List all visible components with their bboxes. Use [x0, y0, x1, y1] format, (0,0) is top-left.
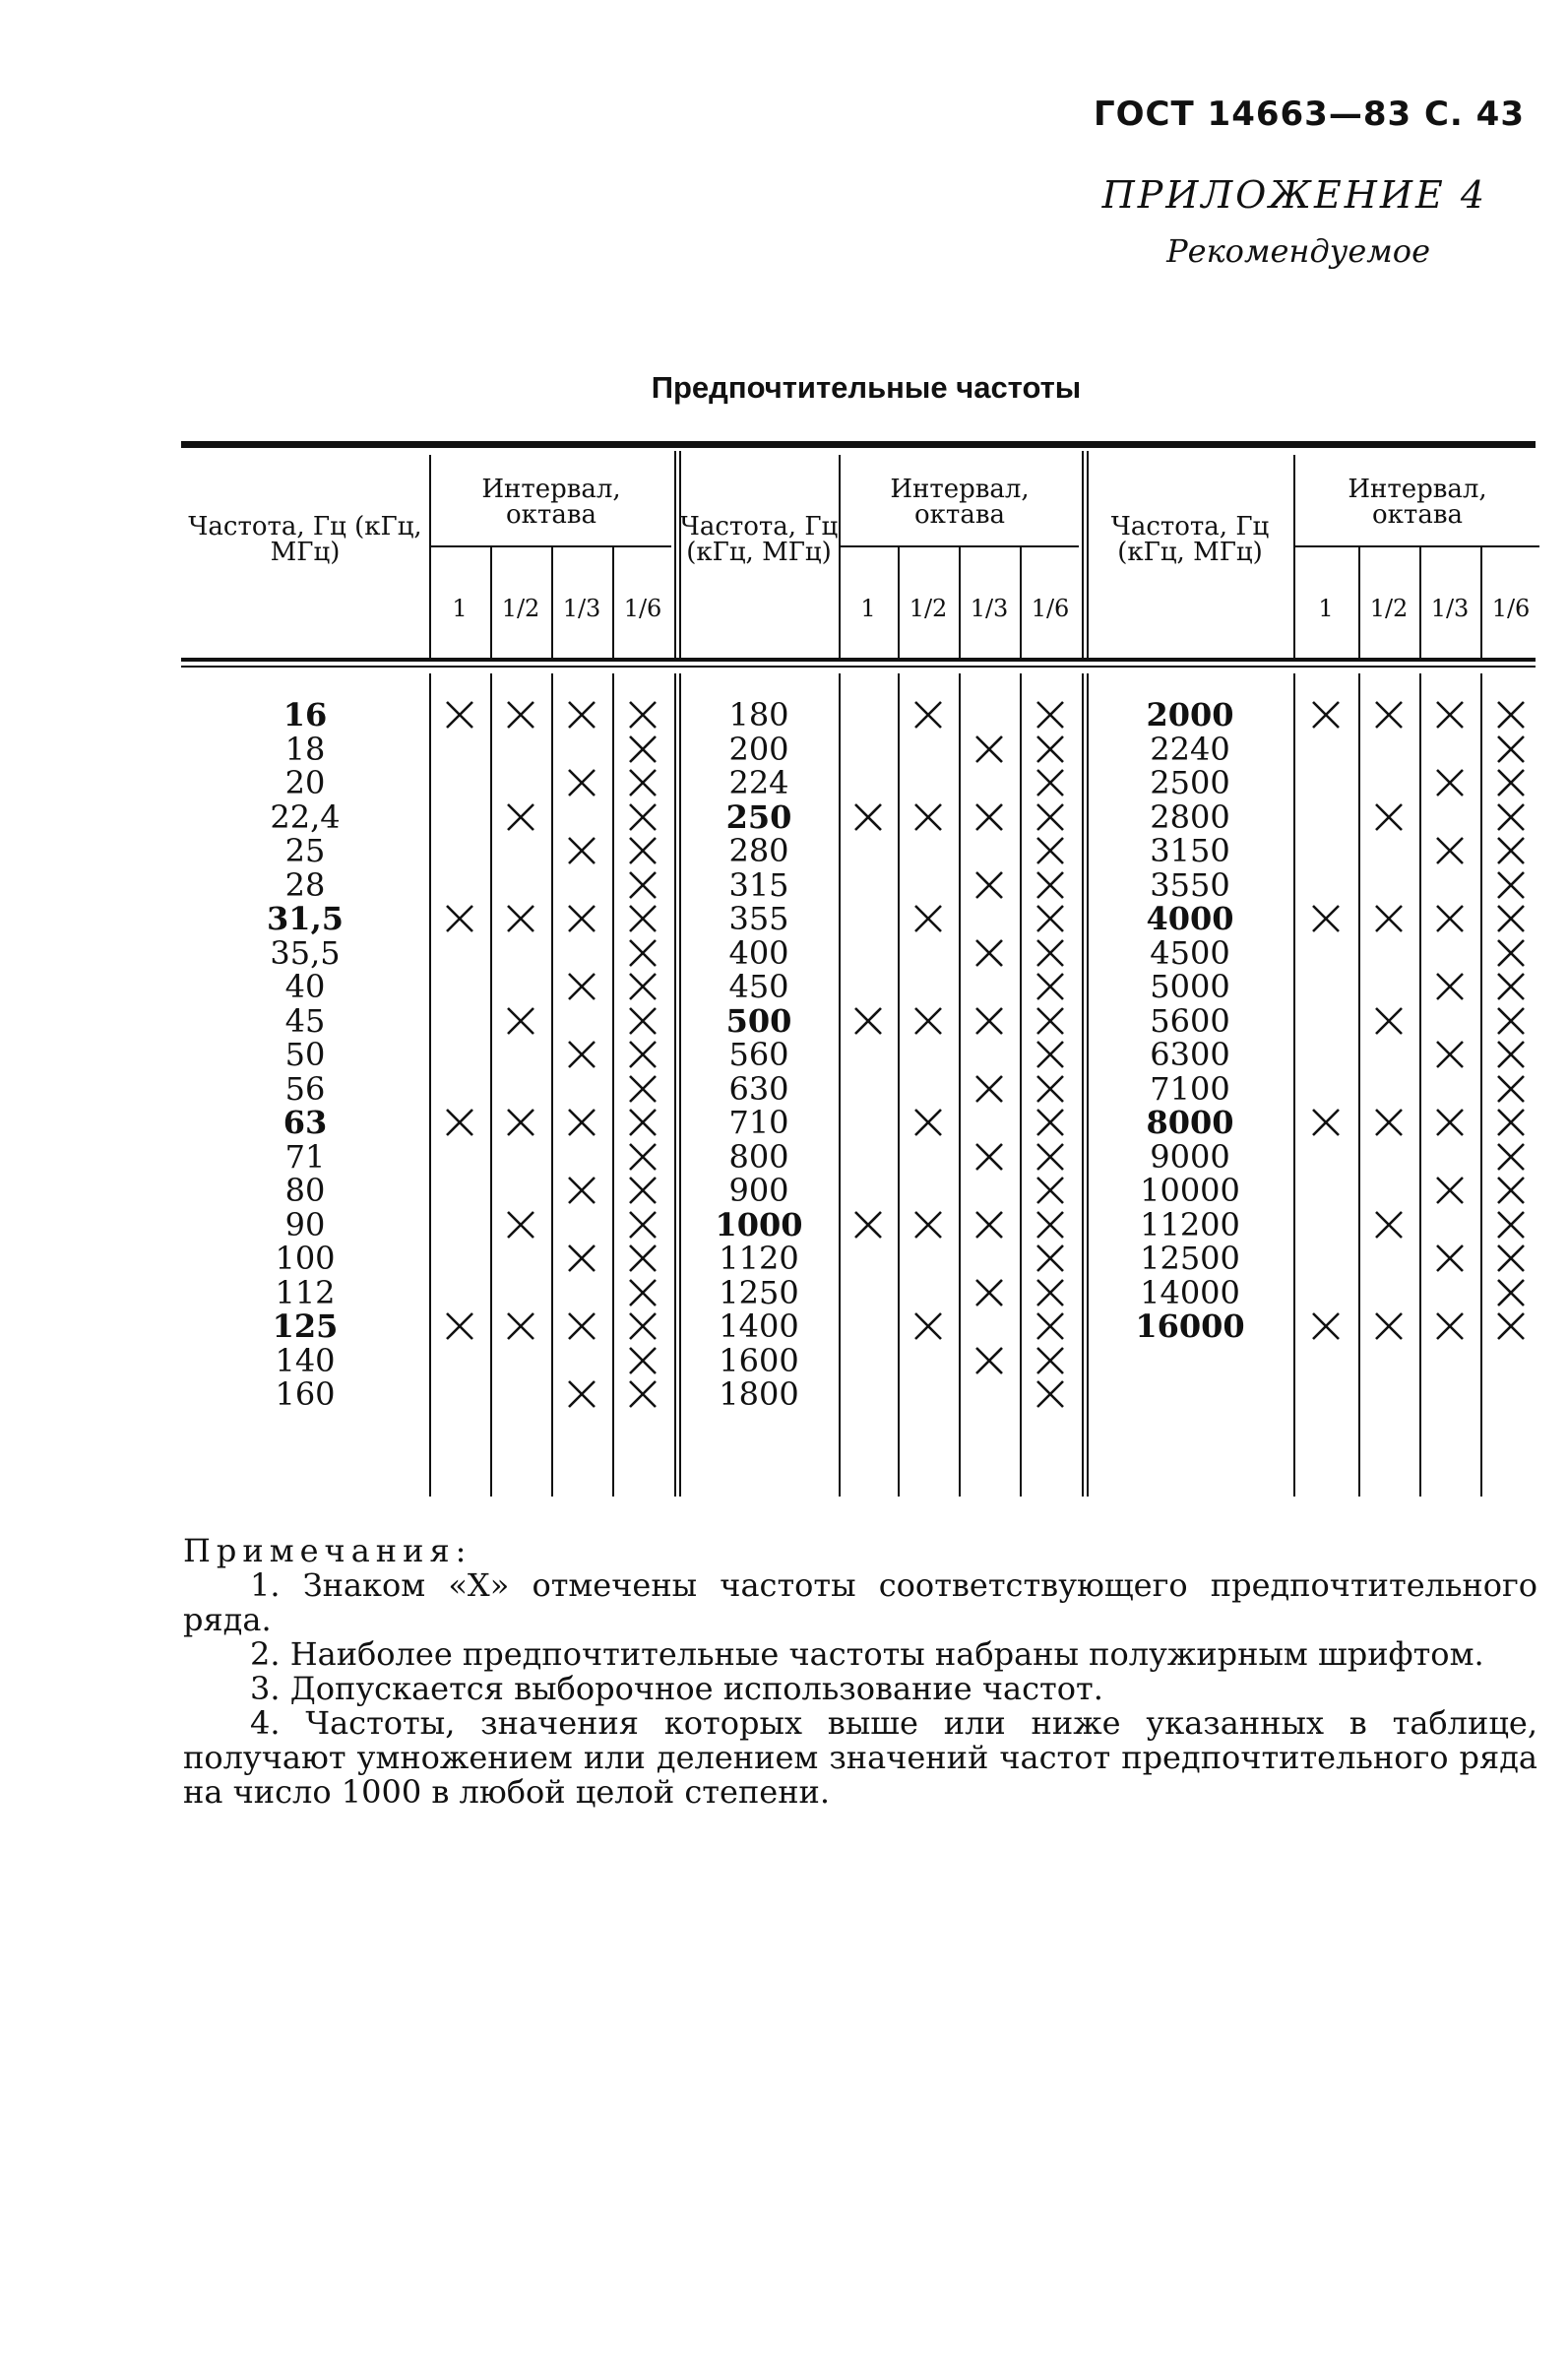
block-divider — [674, 673, 676, 1497]
x-mark — [1372, 1004, 1406, 1038]
col-header-interval-1: 1 — [1318, 595, 1334, 622]
note-3: 3. Допускается выборочное использование частот. — [250, 1670, 1103, 1707]
frequency-value: 50 — [284, 1036, 326, 1073]
x-mark — [443, 902, 476, 935]
document-reference: ГОСТ 14663—83 С. 43 — [1093, 95, 1525, 134]
interval-subcol-divider — [898, 547, 900, 658]
col-header-frequency: Частота, Гц (кГц, МГц) — [1110, 512, 1270, 567]
frequency-value: 1600 — [719, 1341, 799, 1379]
body-col-divider — [1419, 673, 1421, 1497]
x-mark — [1034, 1344, 1067, 1377]
x-mark — [626, 1106, 659, 1139]
frequency-value: 355 — [728, 900, 789, 937]
x-mark — [1494, 1072, 1528, 1106]
frequency-value: 12500 — [1140, 1240, 1240, 1277]
x-mark — [504, 1004, 537, 1038]
x-mark — [1034, 1004, 1067, 1038]
interval-subcol-divider — [1020, 547, 1022, 658]
interval-subcol-divider — [1480, 547, 1482, 658]
x-mark — [1494, 1276, 1528, 1309]
group-divider — [429, 455, 431, 658]
interval-header-rule — [1293, 545, 1539, 547]
x-mark — [626, 1242, 659, 1275]
x-mark — [911, 1004, 945, 1038]
interval-subcol-divider — [551, 547, 553, 658]
frequency-value: 224 — [728, 764, 789, 801]
x-mark — [1372, 1106, 1406, 1139]
x-mark — [1309, 902, 1343, 935]
x-mark — [565, 1106, 598, 1139]
col-header-interval-1: 1 — [452, 595, 468, 622]
x-mark — [626, 733, 659, 766]
x-mark — [1494, 902, 1528, 935]
x-mark — [1034, 1106, 1067, 1139]
notes-section — [183, 1534, 1537, 1810]
x-mark — [1433, 1309, 1467, 1343]
body-col-divider — [612, 673, 614, 1497]
frequency-value: 2500 — [1150, 764, 1230, 801]
group-divider — [1293, 455, 1295, 658]
x-mark — [504, 1309, 537, 1343]
x-mark — [626, 766, 659, 799]
x-mark — [443, 1309, 476, 1343]
x-mark — [1494, 1242, 1528, 1275]
x-mark — [565, 970, 598, 1003]
x-mark — [1034, 970, 1067, 1003]
table-title: Предпочтительные частоты — [651, 370, 1082, 405]
block-divider — [1082, 451, 1084, 658]
x-mark — [911, 1106, 945, 1139]
body-col-divider — [959, 673, 961, 1497]
interval-subcol-divider — [1419, 547, 1421, 658]
x-mark — [1494, 1309, 1528, 1343]
x-mark — [1494, 936, 1528, 970]
frequency-value: 20 — [284, 764, 326, 801]
x-mark — [1372, 1208, 1406, 1242]
x-mark — [565, 834, 598, 867]
x-mark — [626, 1174, 659, 1207]
x-mark — [1034, 1038, 1067, 1071]
x-mark — [972, 1276, 1006, 1309]
x-mark — [1433, 766, 1467, 799]
frequency-value: 10000 — [1140, 1172, 1240, 1209]
x-mark — [626, 1004, 659, 1038]
frequency-value: 1120 — [719, 1240, 799, 1277]
x-mark — [626, 698, 659, 732]
x-mark — [1309, 698, 1343, 732]
x-mark — [1433, 970, 1467, 1003]
frequency-value: 800 — [728, 1137, 789, 1176]
x-mark — [972, 1344, 1006, 1377]
frequency-value: 2240 — [1150, 730, 1230, 768]
col-header-interval-4: 1/6 — [1491, 595, 1531, 622]
frequency-value: 1000 — [715, 1205, 803, 1243]
frequency-value: 11200 — [1140, 1205, 1240, 1243]
x-mark — [1494, 766, 1528, 799]
x-mark — [626, 1344, 659, 1377]
x-mark — [1034, 766, 1067, 799]
frequency-value: 8000 — [1146, 1104, 1234, 1141]
frequency-value: 315 — [728, 865, 789, 904]
frequency-value: 500 — [725, 1001, 792, 1040]
frequency-value: 16 — [282, 696, 328, 733]
x-mark — [626, 1208, 659, 1242]
frequency-value: 900 — [728, 1172, 789, 1209]
x-mark — [1433, 1038, 1467, 1071]
col-header-interval-2: 1/2 — [501, 595, 540, 622]
x-mark — [565, 1038, 598, 1071]
x-mark — [1433, 698, 1467, 732]
frequency-value: 125 — [272, 1307, 339, 1345]
x-mark — [626, 1140, 659, 1174]
col-header-interval-2: 1/2 — [909, 595, 948, 622]
col-header-interval-3: 1/3 — [970, 595, 1009, 622]
x-mark — [972, 1208, 1006, 1242]
header-bottom-rule-thin — [181, 666, 1536, 668]
col-header-frequency: Частота, Гц (кГц, МГц) — [679, 512, 839, 567]
frequency-value: 28 — [284, 865, 326, 904]
frequency-value: 5000 — [1150, 968, 1230, 1005]
x-mark — [1034, 868, 1067, 902]
x-mark — [911, 1208, 945, 1242]
x-mark — [626, 834, 659, 867]
frequency-value: 2800 — [1150, 797, 1230, 836]
x-mark — [626, 1038, 659, 1071]
frequency-value: 63 — [282, 1104, 328, 1141]
interval-subcol-divider — [959, 547, 961, 658]
x-mark — [911, 902, 945, 935]
x-mark — [1494, 1208, 1528, 1242]
x-mark — [626, 1072, 659, 1106]
x-mark — [1494, 1174, 1528, 1207]
x-mark — [1034, 1208, 1067, 1242]
note-4: 4. Частоты, значения которых выше или ниже указанных в таблице, получают умножением или делением значений частот предпочтительного ряда на число 1000 в любой целой степени. — [183, 1704, 1537, 1811]
x-mark — [1433, 1242, 1467, 1275]
x-mark — [1372, 800, 1406, 834]
block-divider — [674, 451, 676, 658]
x-mark — [565, 698, 598, 732]
interval-header-rule — [429, 545, 671, 547]
frequency-value: 160 — [275, 1375, 336, 1413]
x-mark — [911, 698, 945, 732]
x-mark — [565, 902, 598, 935]
frequency-value: 40 — [284, 968, 326, 1005]
x-mark — [1494, 1038, 1528, 1071]
x-mark — [851, 1208, 885, 1242]
x-mark — [1494, 1106, 1528, 1139]
frequency-value: 1250 — [719, 1273, 799, 1311]
x-mark — [1494, 868, 1528, 902]
x-mark — [972, 1004, 1006, 1038]
x-mark — [1034, 800, 1067, 834]
frequency-value: 18 — [284, 730, 326, 768]
frequency-value: 630 — [728, 1069, 789, 1108]
block-divider — [1082, 673, 1084, 1497]
table-top-rule — [181, 441, 1536, 448]
frequency-value: 280 — [728, 832, 789, 869]
x-mark — [1494, 834, 1528, 867]
frequency-value: 560 — [728, 1036, 789, 1073]
body-col-divider — [490, 673, 492, 1497]
col-header-interval-1: 1 — [860, 595, 876, 622]
x-mark — [565, 1174, 598, 1207]
x-mark — [911, 800, 945, 834]
x-mark — [1034, 936, 1067, 970]
frequency-value: 6300 — [1150, 1036, 1230, 1073]
x-mark — [626, 936, 659, 970]
frequency-value: 31,5 — [267, 900, 344, 937]
x-mark — [1433, 902, 1467, 935]
col-header-interval-4: 1/6 — [623, 595, 662, 622]
notes-heading: Примечания: — [183, 1532, 472, 1569]
x-mark — [1034, 733, 1067, 766]
x-mark — [972, 936, 1006, 970]
frequency-value: 16000 — [1135, 1307, 1245, 1345]
frequency-value: 200 — [728, 730, 789, 768]
x-mark — [1034, 698, 1067, 732]
frequency-value: 2000 — [1146, 696, 1234, 733]
col-header-frequency: Частота, Гц (кГц, МГц) — [188, 512, 422, 567]
x-mark — [1034, 1309, 1067, 1343]
x-mark — [972, 868, 1006, 902]
x-mark — [626, 970, 659, 1003]
x-mark — [443, 698, 476, 732]
x-mark — [1372, 1309, 1406, 1343]
col-header-interval-3: 1/3 — [562, 595, 601, 622]
col-header-interval: Интервал, октава — [481, 475, 621, 530]
note-2: 2. Наиболее предпочтительные частоты набраны полужирным шрифтом. — [250, 1635, 1484, 1673]
appendix-status: Рекомендуемое — [1166, 232, 1430, 270]
x-mark — [626, 800, 659, 834]
x-mark — [1494, 1140, 1528, 1174]
x-mark — [565, 1242, 598, 1275]
interval-subcol-divider — [490, 547, 492, 658]
x-mark — [1494, 800, 1528, 834]
x-mark — [565, 766, 598, 799]
frequency-value: 400 — [728, 933, 789, 972]
x-mark — [972, 733, 1006, 766]
header-bottom-rule — [181, 658, 1536, 662]
body-col-divider — [1020, 673, 1022, 1497]
col-header-interval-3: 1/3 — [1430, 595, 1470, 622]
x-mark — [626, 868, 659, 902]
x-mark — [1034, 1377, 1067, 1411]
x-mark — [626, 1276, 659, 1309]
x-mark — [972, 800, 1006, 834]
body-col-divider — [551, 673, 553, 1497]
body-col-divider — [898, 673, 900, 1497]
frequency-value: 80 — [284, 1172, 326, 1209]
body-col-divider — [1480, 673, 1482, 1497]
interval-subcol-divider — [612, 547, 614, 658]
x-mark — [1372, 698, 1406, 732]
frequency-value: 1800 — [719, 1375, 799, 1413]
note-1: 1. Знаком «X» отмечены частоты соответствующего предпочтительного ряда. — [183, 1566, 1537, 1638]
frequency-value: 5600 — [1150, 1001, 1230, 1040]
x-mark — [1494, 698, 1528, 732]
frequency-value: 35,5 — [270, 933, 341, 972]
group-divider — [839, 455, 841, 658]
frequency-value: 7100 — [1150, 1069, 1230, 1108]
x-mark — [1309, 1309, 1343, 1343]
x-mark — [626, 1377, 659, 1411]
frequency-value: 100 — [275, 1240, 336, 1277]
frequency-value: 14000 — [1140, 1273, 1240, 1311]
interval-subcol-divider — [1358, 547, 1360, 658]
frequency-value: 140 — [275, 1341, 336, 1379]
frequency-value: 112 — [275, 1273, 336, 1311]
x-mark — [851, 800, 885, 834]
x-mark — [1494, 1004, 1528, 1038]
frequency-value: 1400 — [719, 1307, 799, 1345]
x-mark — [1433, 1174, 1467, 1207]
appendix-label: ПРИЛОЖЕНИЕ 4 — [1101, 173, 1487, 217]
frequency-value: 56 — [284, 1069, 326, 1108]
x-mark — [1034, 1276, 1067, 1309]
x-mark — [1034, 1174, 1067, 1207]
col-header-interval-4: 1/6 — [1031, 595, 1070, 622]
frequency-value: 45 — [284, 1001, 326, 1040]
frequency-value: 3150 — [1150, 832, 1230, 869]
frequency-value: 22,4 — [270, 797, 341, 836]
x-mark — [443, 1106, 476, 1139]
frequency-value: 4000 — [1146, 900, 1234, 937]
x-mark — [626, 902, 659, 935]
x-mark — [626, 1309, 659, 1343]
frequency-value: 4500 — [1150, 933, 1230, 972]
x-mark — [1433, 1106, 1467, 1139]
x-mark — [1034, 1140, 1067, 1174]
x-mark — [1034, 902, 1067, 935]
x-mark — [1372, 902, 1406, 935]
frequency-value: 9000 — [1150, 1137, 1230, 1176]
frequency-value: 3550 — [1150, 865, 1230, 904]
frequency-value: 250 — [725, 797, 792, 836]
x-mark — [972, 1140, 1006, 1174]
x-mark — [972, 1072, 1006, 1106]
frequency-value: 25 — [284, 832, 326, 869]
x-mark — [504, 800, 537, 834]
frequency-value: 450 — [728, 968, 789, 1005]
x-mark — [1034, 1242, 1067, 1275]
body-col-divider — [1358, 673, 1360, 1497]
col-header-interval: Интервал, октава — [1348, 475, 1487, 530]
x-mark — [851, 1004, 885, 1038]
x-mark — [504, 1106, 537, 1139]
x-mark — [911, 1309, 945, 1343]
group-divider — [839, 673, 841, 1497]
x-mark — [1494, 970, 1528, 1003]
x-mark — [1494, 733, 1528, 766]
group-divider — [429, 673, 431, 1497]
x-mark — [504, 1208, 537, 1242]
x-mark — [1034, 834, 1067, 867]
x-mark — [565, 1377, 598, 1411]
group-divider — [1293, 673, 1295, 1497]
col-header-interval-2: 1/2 — [1369, 595, 1409, 622]
frequency-value: 710 — [728, 1104, 789, 1141]
x-mark — [565, 1309, 598, 1343]
x-mark — [1433, 834, 1467, 867]
x-mark — [1034, 1072, 1067, 1106]
x-mark — [1309, 1106, 1343, 1139]
x-mark — [504, 698, 537, 732]
frequency-value: 90 — [284, 1205, 326, 1243]
frequency-value: 71 — [284, 1137, 326, 1176]
col-header-interval: Интервал, октава — [890, 475, 1030, 530]
x-mark — [504, 902, 537, 935]
frequency-value: 180 — [728, 696, 789, 733]
